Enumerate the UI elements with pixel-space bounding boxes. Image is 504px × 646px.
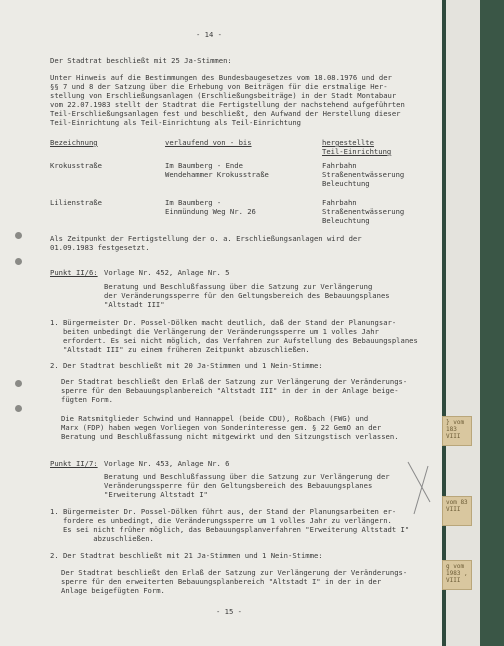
pen-mark (404, 456, 436, 518)
table-header-verlauf: verlaufend von - bis (165, 138, 252, 147)
intro-line: stellung von Erschließungsanlagen (Erschließungsbeiträge) in der Stadt Montabaur (50, 91, 397, 100)
margin-tab: } vom 183 VIII (442, 416, 472, 446)
item-note: Die Ratsmitglieder Schwind und Hannappel (beide CDU), Roßbach (FWG) und Marx (FDP) haben wegen Vorliegen von Sonderinteresse gem. § 22 GemO an der Beratung und Beschlußfassung nicht mitgewirkt und den Sitzungstisch verlassen. (61, 414, 399, 441)
punch-hole (15, 232, 22, 239)
intro-line: vom 22.07.1983 stellt der Stadtrat die Fertigstellung der nachstehend aufgeführten (50, 100, 405, 109)
item-point2: 2. Der Stadtrat beschließt mit 21 Ja-Stimmen und 1 Nein-Stimme: (50, 551, 323, 560)
table-cell: Krokusstraße (50, 161, 102, 170)
intro-line: Unter Hinweis auf die Bestimmungen des Bundesbaugesetzes vom 18.08.1976 und der (50, 73, 392, 82)
item-point2: 2. Der Stadtrat beschließt mit 20 Ja-Stimmen und 1 Nein-Stimme: (50, 361, 323, 370)
completion-note: Als Zeitpunkt der Fertigstellung der o. a. Erschließungsanlagen wird der 01.09.1983 festgesetzt. (50, 234, 362, 252)
item-vorlage: Vorlage Nr. 452, Anlage Nr. 5 (104, 268, 230, 277)
margin-tab: g vom 1983 , VIII (442, 560, 472, 590)
table-cell: Im Baumberg - Einmündung Weg Nr. 26 (165, 198, 256, 216)
item-point1: 1. Bürgermeister Dr. Possel-Dölken macht deutlich, daß der Stand der Planungsar- beiten unbedingt die Verlängerung der Veränderungssperre um 1 volles Jahr erfordert. Es sei nicht möglich, das Verfahren zur Aufstellung des Bebauungsplanes "Altstadt III" zu einem früheren Zeitpunkt abzuschließen. (50, 318, 418, 354)
table-cell: Lilienstraße (50, 198, 102, 207)
item-punkt-label: Punkt II/7: (50, 459, 98, 468)
table-cell: Fahrbahn Straßenentwässerung Beleuchtung (322, 161, 405, 188)
page-number-top: - 14 - (196, 30, 222, 39)
item-subject: Beratung und Beschlußfassung über die Satzung zur Verlängerung der Veränderungssperre für den Geltungsbereich des Bebauungsplanes "Erweiterung Altstadt I" (104, 472, 390, 499)
punch-hole (15, 405, 22, 412)
punch-hole (15, 258, 22, 265)
item-subject: Beratung und Beschlußfassung über die Satzung zur Verlängerung der Veränderungssperre für den Geltungsbereich des Bebauungsplanes "Altstadt III" (104, 282, 390, 309)
punch-hole (15, 380, 22, 387)
item-punkt-label: Punkt II/6: (50, 268, 98, 277)
intro-line: §§ 7 und 8 der Satzung über die Erhebung von Beiträgen für die erstmalige Her- (50, 82, 388, 91)
table-header-bezeichnung: Bezeichnung (50, 138, 98, 147)
margin-tab: vom 83 VIII (442, 496, 472, 526)
item-vorlage: Vorlage Nr. 453, Anlage Nr. 6 (104, 459, 230, 468)
binder-spine-page (446, 0, 480, 646)
binder-edge (480, 0, 504, 646)
item-decision: Der Stadtrat beschließt den Erlaß der Satzung zur Verlängerung der Veränderungs- sperre für den Bebauungsplanbereich "Altstadt III" in der in der Anlage beige- fügten Form. (61, 377, 408, 404)
table-cell: Fahrbahn Straßenentwässerung Beleuchtung (322, 198, 405, 225)
item-decision: Der Stadtrat beschließt den Erlaß der Satzung zur Verlängerung der Veränderungs- sperre für den erweiterten Bebauungsplanbereich "Altstadt I" in der in der Anlage beigefügten Form. (61, 568, 408, 595)
intro-vote: Der Stadtrat beschließt mit 25 Ja-Stimmen: (50, 56, 232, 65)
intro-line: Teil-Einrichtung als Teil-Einrichtung als Teil-Einrichtung (50, 118, 301, 127)
page-number-bottom: - 15 - (216, 607, 242, 616)
intro-line: Teil-Erschließungsanlagen fest und beschließt, den Aufwand der Herstellung dieser (50, 109, 401, 118)
item-point1: 1. Bürgermeister Dr. Possel-Dölken führt aus, der Stand der Planungsarbeiten er- fordere es unbedingt, die Veränderungssperre um 1 volles Jahr zu verlängern. Es sei nicht früher möglich, das Bebauungsplanverfahren "Erweiterung Altstadt I" abzuschließen. (50, 507, 410, 543)
table-cell: Im Baumberg - Ende Wendehammer Krokusstraße (165, 161, 269, 179)
table-header-einrichtung: hergestellte Teil-Einrichtung (322, 138, 392, 156)
